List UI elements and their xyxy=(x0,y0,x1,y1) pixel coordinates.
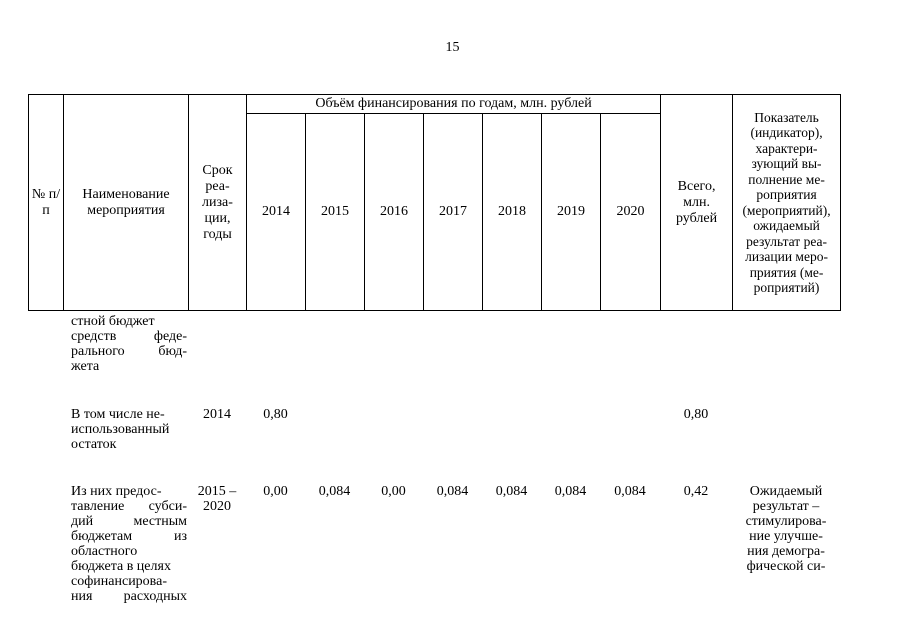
header-year: 2016 xyxy=(365,114,424,311)
header-year: 2017 xyxy=(424,114,483,311)
name-line: рального бюд- xyxy=(71,344,187,359)
header-srok: Срок реа-лиза-ции, годы xyxy=(189,95,247,311)
header-year: 2019 xyxy=(542,114,601,311)
name-line: бюджета в целях xyxy=(71,559,171,574)
result-line: стимулирова- xyxy=(745,514,827,529)
header-year: 2014 xyxy=(247,114,306,311)
name-line: средств феде- xyxy=(71,329,187,344)
page-number: 15 xyxy=(445,40,460,55)
name-line: стной бюджет xyxy=(71,314,155,329)
row-3-value-2018: 0,084 xyxy=(495,484,528,499)
row-3-value-2014: 0,00 xyxy=(263,484,288,499)
row-3-value-2020: 0,084 xyxy=(614,484,646,499)
name-line: ния расходных xyxy=(71,589,187,604)
name-line: тавление субси- xyxy=(71,499,187,514)
header-name: Наименование мероприятия xyxy=(64,95,189,311)
name-line: софинансирова- xyxy=(71,574,167,589)
name-line: использованный xyxy=(71,422,170,437)
result-line: ние улучше- xyxy=(749,529,823,544)
name-line: дий местным xyxy=(71,514,187,529)
row-2-value-2014: 0,80 xyxy=(263,407,288,422)
name-line: остаток xyxy=(71,437,117,452)
header-num: № п/п xyxy=(29,95,64,311)
result-line: результат – xyxy=(752,499,820,514)
name-line: Из них предос- xyxy=(71,484,162,499)
table-header xyxy=(28,94,840,310)
header-funding: Объём финансирования по годам, млн. рублей xyxy=(247,95,661,114)
row-3-total: 0,42 xyxy=(683,484,709,499)
result-line: Ожидаемый xyxy=(749,484,823,499)
row-3-value-2017: 0,084 xyxy=(436,484,469,499)
row-1-name xyxy=(71,314,187,374)
row-3-name xyxy=(71,484,187,604)
row-3-value-2016: 0,00 xyxy=(381,484,406,499)
row-3-srok: 2015 – 2020 xyxy=(197,484,237,514)
header-year: 2020 xyxy=(601,114,661,311)
row-3-result xyxy=(732,484,840,574)
row-2-total: 0,80 xyxy=(683,407,709,422)
header-year: 2018 xyxy=(483,114,542,311)
result-line: ния демогра- xyxy=(747,544,825,559)
row-2-name xyxy=(71,407,187,452)
header-indicator: Показатель (индикатор), характери-зующий вы-полнение ме-роприятия (мероприятий), ожидаемый результат реа-лизации меро-приятия (ме-роприятий) xyxy=(733,95,841,311)
result-line: фической си- xyxy=(746,559,826,574)
name-line: В том числе не- xyxy=(71,407,165,422)
row-2-srok: 2014 xyxy=(203,407,231,422)
row-3-value-2019: 0,084 xyxy=(554,484,587,499)
header-year: 2015 xyxy=(306,114,365,311)
name-line: бюджетам из xyxy=(71,529,187,544)
header-total: Всего, млн. рублей xyxy=(661,95,733,311)
row-3-value-2015: 0,084 xyxy=(318,484,351,499)
name-line: жета xyxy=(71,359,100,374)
name-line: областного xyxy=(71,544,138,559)
